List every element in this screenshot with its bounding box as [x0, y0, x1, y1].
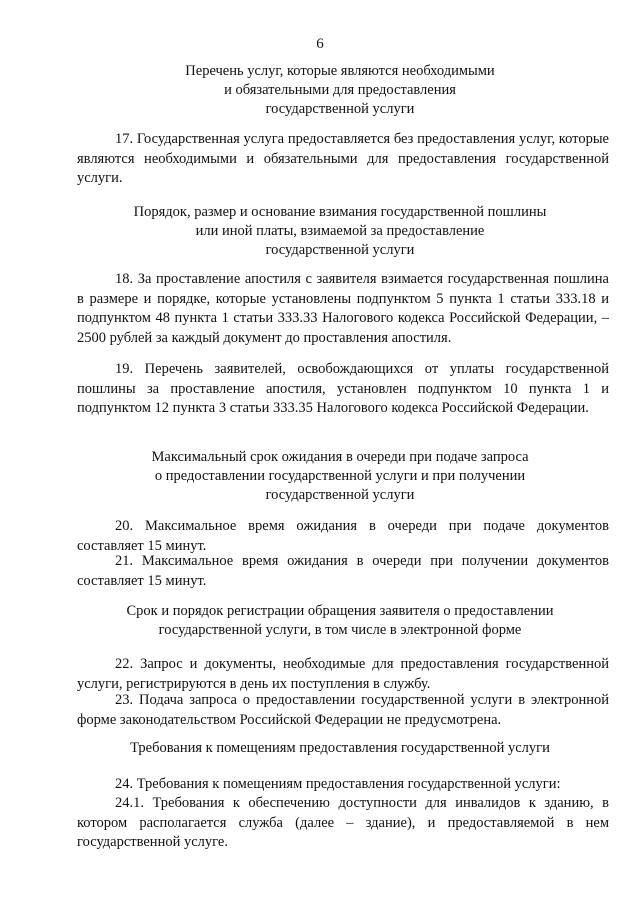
- paragraph: 23. Подача запроса о предоставлении государственной услуги в электронной форме законодательством Российской Федерации не предусмотрена.: [77, 692, 609, 728]
- paragraph: 22. Запрос и документы, необходимые для предоставления государственной услуги, регистрируются в день их поступления в службу.: [77, 656, 609, 692]
- section-heading: [90, 602, 590, 640]
- heading-line: Максимальный срок ожидания в очереди при подаче запроса: [151, 449, 529, 465]
- paragraph: 19. Перечень заявителей, освобождающихся от уплаты государственной пошлины за проставление апостиля, установлен подпунктом 10 пункта 1 и подпунктом 12 пункта 3 статьи 333.35 Налогового кодекса Российской Федерации.: [77, 361, 609, 416]
- heading-line: или иной платы, взимаемой за предоставление: [195, 223, 485, 239]
- paragraph: 17. Государственная услуга предоставляется без предоставления услуг, которые являются необходимыми и обязательными для предоставления государственной услуги.: [77, 131, 609, 186]
- heading-line: государственной услуги: [265, 487, 415, 503]
- section-heading: [90, 62, 590, 119]
- heading-line: Перечень услуг, которые являются необходимыми: [185, 63, 495, 79]
- heading-line: государственной услуги, в том числе в электронной форме: [158, 622, 522, 638]
- paragraph: 24. Требования к помещениям предоставления государственной услуги:: [115, 776, 561, 792]
- section-heading: [90, 739, 590, 758]
- heading-line: и обязательными для предоставления: [224, 82, 456, 98]
- heading-line: государственной услуги: [265, 242, 415, 258]
- heading-line: государственной услуги: [265, 101, 415, 117]
- heading-line: Срок и порядок регистрации обращения заявителя о предоставлении: [126, 603, 554, 619]
- page-number: 6: [316, 36, 324, 52]
- paragraph: 18. За проставление апостиля с заявителя взимается государственная пошлина в размере и порядке, которые установлены подпунктом 5 пункта 1 статьи 333.18 и подпунктом 48 пункта 1 статьи 333.33 Налогового кодекса Российской Федерации, – 2500 рублей за каждый документ до проставления апостиля.: [77, 271, 609, 346]
- paragraph: 24.1. Требования к обеспечению доступности для инвалидов к зданию, в котором располагается служба (далее – здание), и предоставляемой в нем государственной услуге.: [77, 795, 609, 850]
- section-heading: [90, 203, 590, 260]
- heading-line: Порядок, размер и основание взимания государственной пошлины: [133, 204, 547, 220]
- section-heading: [90, 448, 590, 505]
- paragraph: 21. Максимальное время ожидания в очереди при получении документов составляет 15 минут.: [77, 553, 609, 589]
- heading-line: Требования к помещениям предоставления государственной услуги: [130, 740, 550, 756]
- paragraph: 20. Максимальное время ожидания в очереди при подаче документов составляет 15 минут.: [77, 518, 609, 554]
- heading-line: о предоставлении государственной услуги и при получении: [154, 468, 526, 484]
